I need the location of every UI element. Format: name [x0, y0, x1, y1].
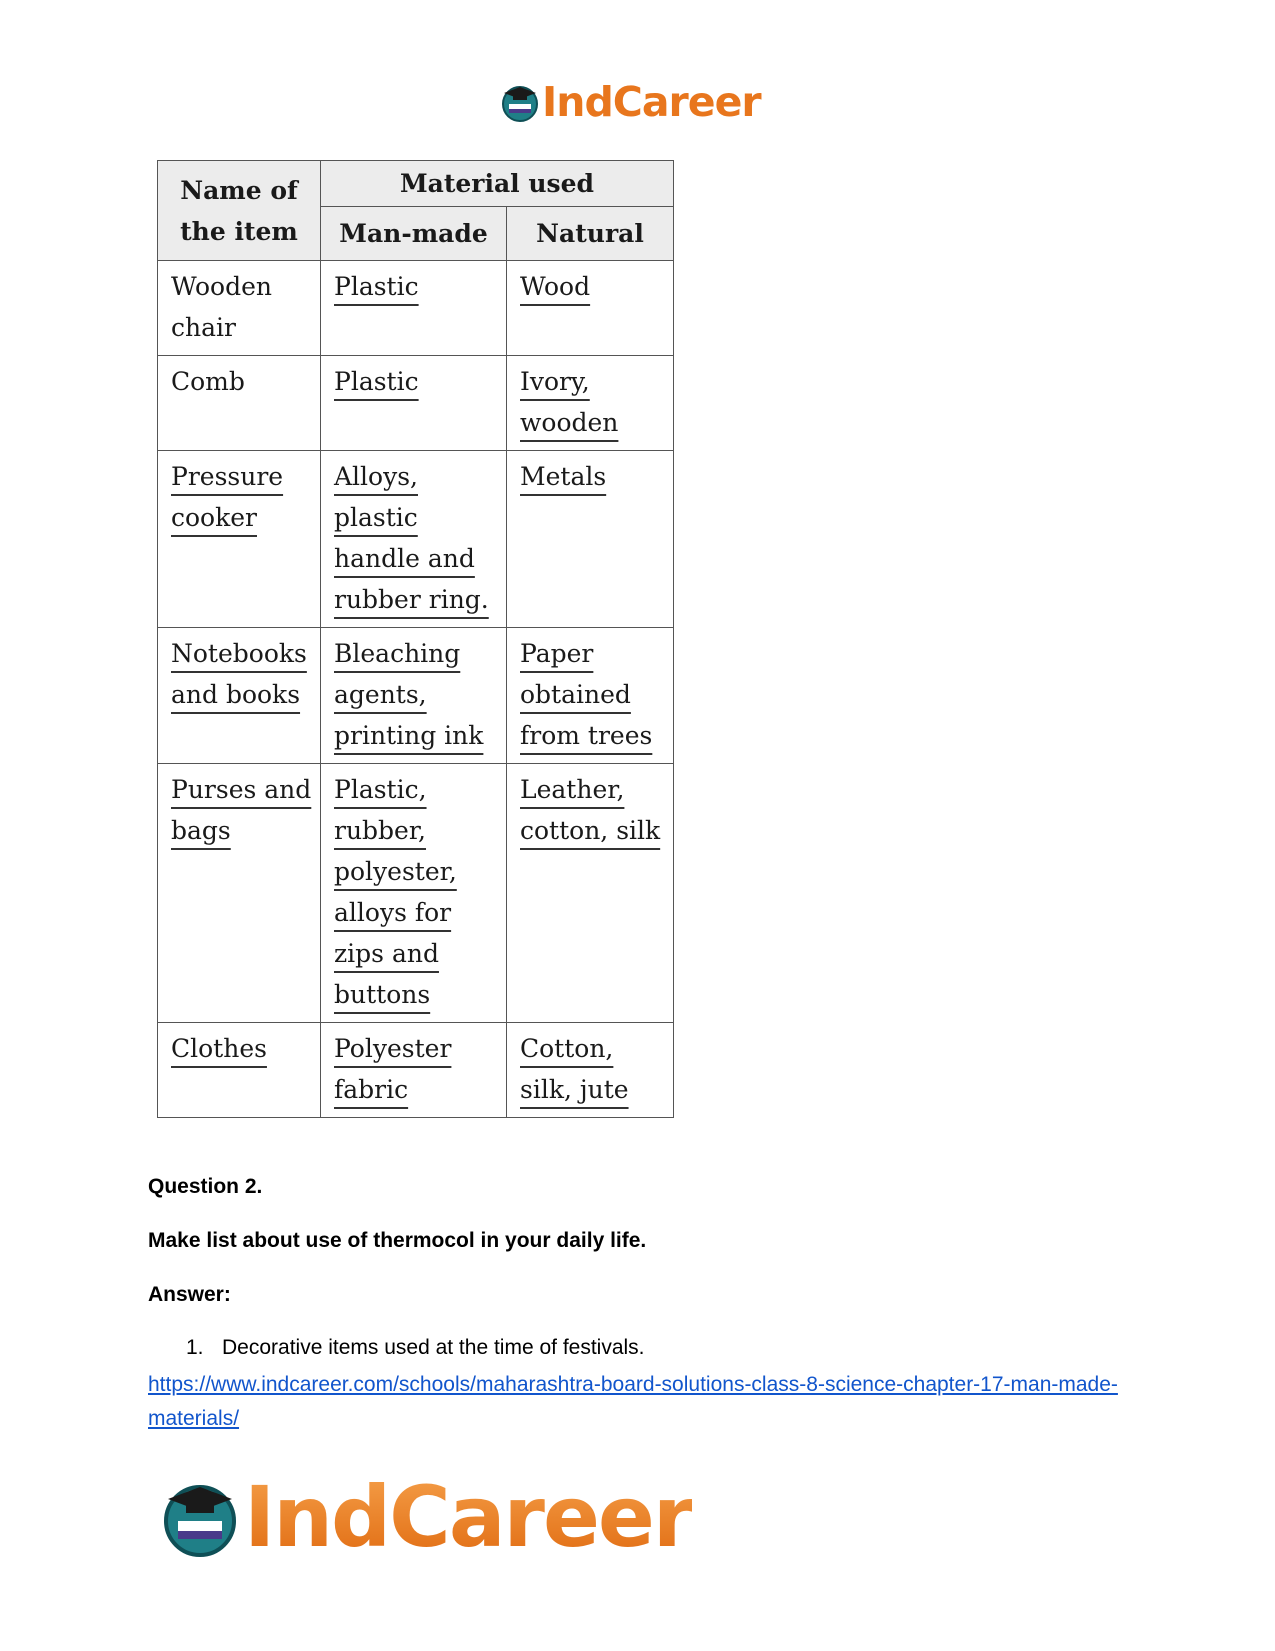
cell-line: Plastic [334, 272, 419, 301]
cell-line: from trees [520, 721, 653, 750]
cell-line: Clothes [171, 1034, 267, 1063]
table-row [158, 356, 674, 451]
header-item-line: Name of [180, 175, 298, 205]
answer-label: Answer: [148, 1283, 231, 1306]
table-body [158, 261, 674, 1118]
cell-line: Leather, [520, 775, 625, 804]
cell-line: Cotton, [520, 1034, 614, 1063]
cell-natural [507, 261, 674, 356]
cell-natural [507, 764, 674, 1023]
table-row [158, 1023, 674, 1118]
cell-manmade [321, 628, 507, 764]
cell-line: Alloys, [334, 462, 418, 491]
cell-line: plastic [334, 503, 418, 532]
cell-line: and books [171, 680, 301, 709]
indcareer-logo-bottom [160, 1468, 692, 1566]
cell-line: Pressure [171, 462, 284, 491]
header-natural: Natural [507, 206, 674, 260]
cell-line: Metals [520, 462, 607, 491]
cell-line: rubber ring. [334, 585, 489, 614]
logo-text: IndCareer [244, 1468, 693, 1566]
cell-line: Plastic, [334, 775, 427, 804]
cell-line: buttons [334, 980, 431, 1009]
list-item-text: Decorative items used at the time of festivals. [222, 1336, 645, 1359]
cell-line: wooden [520, 408, 619, 437]
cell-line: Wood [520, 272, 591, 301]
header-item-line: the item [180, 216, 298, 246]
header-item [158, 161, 321, 261]
cell-item [158, 356, 321, 451]
cell-item [158, 451, 321, 628]
cell-natural [507, 356, 674, 451]
cell-line: printing ink [334, 721, 484, 750]
cell-line: handle and [334, 544, 475, 573]
table-row [158, 451, 674, 628]
cell-line: silk, jute [520, 1075, 629, 1104]
cell-natural [507, 1023, 674, 1118]
cell-line: fabric [334, 1075, 409, 1104]
cell-line: Bleaching [334, 639, 461, 668]
cell-line: polyester, [334, 857, 457, 886]
graduation-book-globe-icon [500, 82, 540, 122]
cell-item [158, 261, 321, 356]
cell-line: bags [171, 816, 231, 845]
cell-manmade [321, 356, 507, 451]
table-row [158, 764, 674, 1023]
cell-manmade [321, 1023, 507, 1118]
cell-line: Paper [520, 639, 594, 668]
cell-line: chair [171, 313, 236, 342]
logo-text: IndCareer [542, 78, 761, 126]
cell-line: Comb [171, 367, 245, 396]
cell-item [158, 1023, 321, 1118]
list-item [186, 1336, 645, 1360]
cell-line: Purses and [171, 775, 312, 804]
list-item-number: 1. [186, 1336, 204, 1359]
cell-line: zips and [334, 939, 439, 968]
table-row [158, 261, 674, 356]
cell-item [158, 628, 321, 764]
question-label: Question 2. [148, 1175, 263, 1198]
answer-list [186, 1336, 645, 1360]
materials-table [157, 160, 674, 1118]
cell-line: alloys for [334, 898, 452, 927]
cell-line: Polyester [334, 1034, 452, 1063]
cell-line: agents, [334, 680, 427, 709]
cell-line: Ivory, [520, 367, 590, 396]
header-man-made: Man-made [321, 206, 507, 260]
cell-line: obtained [520, 680, 631, 709]
cell-manmade [321, 261, 507, 356]
cell-line: rubber, [334, 816, 427, 845]
header-material-used: Material used [321, 161, 674, 207]
cell-line: cotton, silk [520, 816, 661, 845]
cell-item [158, 764, 321, 1023]
table-row [158, 628, 674, 764]
cell-natural [507, 628, 674, 764]
cell-line: cooker [171, 503, 257, 532]
cell-line: Notebooks [171, 639, 307, 668]
cell-manmade [321, 764, 507, 1023]
cell-manmade [321, 451, 507, 628]
graduation-book-globe-icon [160, 1477, 240, 1557]
question-text: Make list about use of thermocol in your daily life. [148, 1229, 647, 1252]
source-link[interactable]: https://www.indcareer.com/schools/maharashtra-board-solutions-class-8-science-chapter-17-man-made-materials/ [148, 1373, 1118, 1430]
cell-natural [507, 451, 674, 628]
indcareer-logo-top [500, 78, 761, 126]
cell-line: Plastic [334, 367, 419, 396]
cell-line: Wooden [171, 272, 273, 301]
